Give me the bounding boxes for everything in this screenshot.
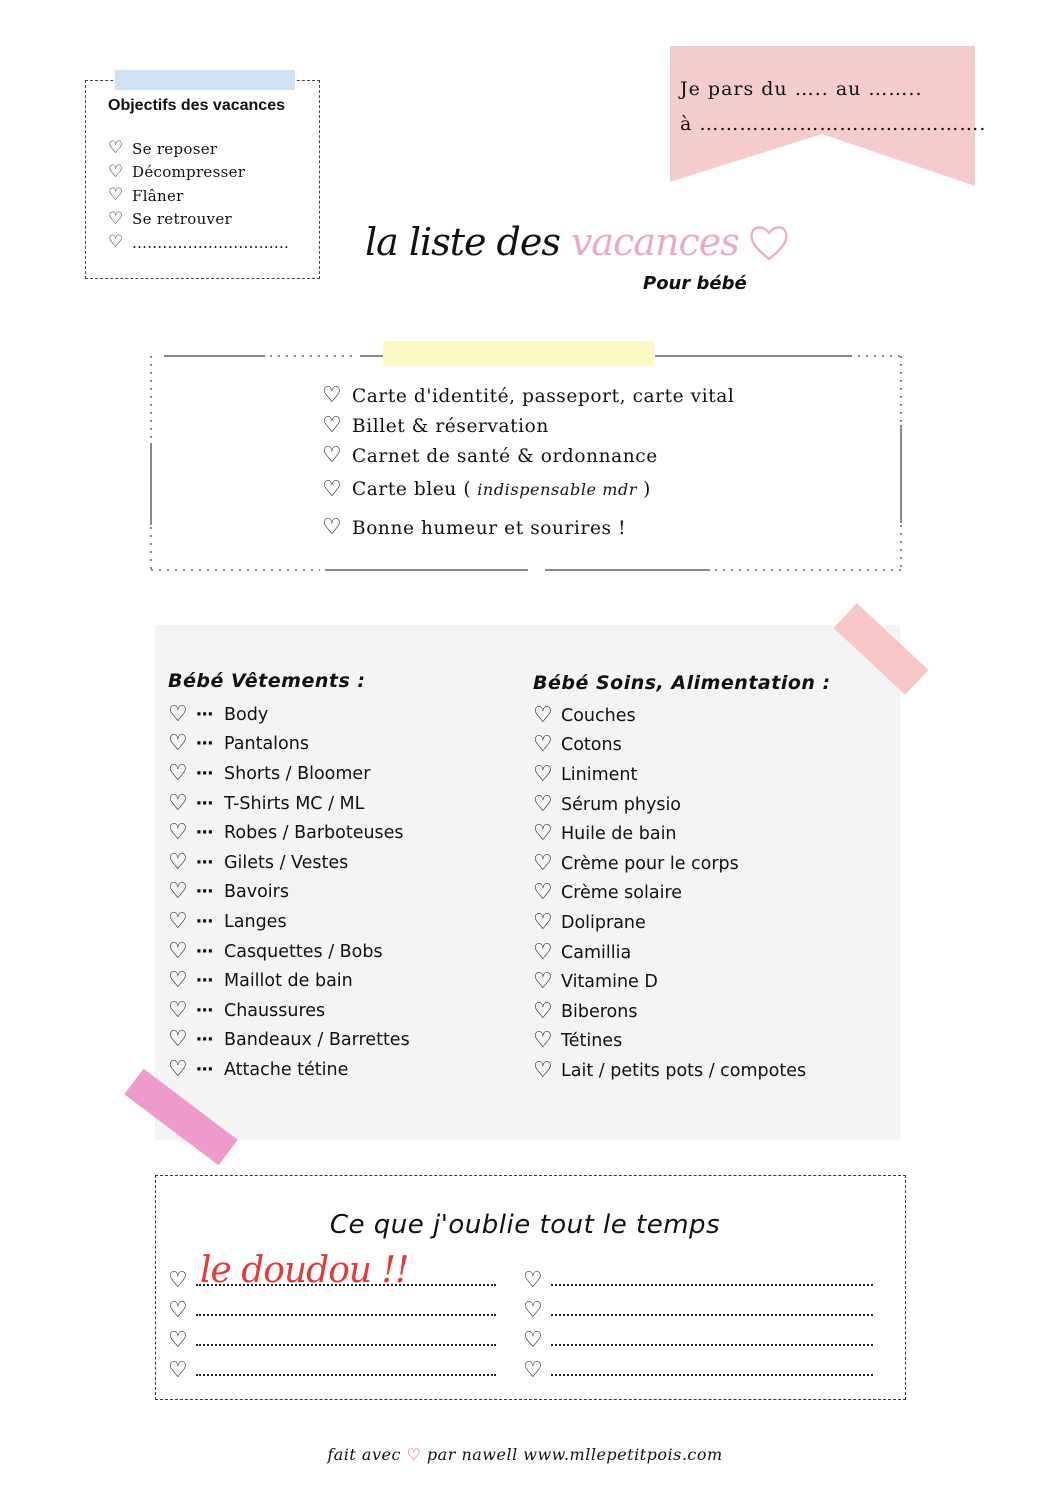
- care-list: [533, 701, 806, 1086]
- heart-icon: ♡: [523, 1358, 543, 1383]
- heart-icon: ♡: [406, 1445, 422, 1464]
- heart-icon: ♡: [168, 1027, 188, 1053]
- heart-icon: ♡: [533, 939, 553, 965]
- list-item: ♡ Carnet de santé & ordonnance: [322, 443, 658, 468]
- blank-line: [168, 1292, 496, 1322]
- ellipsis-icon: ⋯: [196, 1030, 214, 1051]
- care-heading: Bébé Soins, Alimentation :: [533, 672, 831, 694]
- heart-icon: ♡: [533, 998, 553, 1024]
- forgotten-items-right: [523, 1262, 873, 1382]
- heart-icon: ♡: [533, 909, 553, 935]
- list-item: ♡ Huile de bain: [533, 821, 677, 847]
- list-item: ♡ Crème solaire: [533, 880, 683, 906]
- heart-icon: ♡: [108, 208, 124, 229]
- list-item: ♡ Sérum physio: [533, 791, 682, 817]
- heart-icon: ♡: [523, 1328, 543, 1353]
- handwritten-entry: le doudou !!: [200, 1250, 409, 1291]
- heart-icon: ♡: [168, 1358, 188, 1383]
- list-item: ♡ Camillia: [533, 939, 632, 965]
- trip-dates: Je pars du ….. au ……..: [680, 78, 923, 100]
- ellipsis-icon: ⋯: [196, 823, 214, 844]
- heart-icon: ♡: [533, 761, 553, 787]
- objectives-list: [108, 137, 289, 255]
- list-item: ♡ ⋯ T-Shirts MC / ML: [168, 790, 365, 816]
- heart-icon: ♡: [108, 185, 124, 206]
- ellipsis-icon: ⋯: [196, 1059, 214, 1080]
- list-item: ♡ ⋯ Robes / Barboteuses: [168, 820, 404, 846]
- list-item: ♡ Couches: [533, 702, 636, 728]
- list-item: ♡ Bonne humeur et sourires !: [322, 515, 627, 540]
- heart-icon: ♡: [533, 732, 553, 758]
- heart-icon: ♡: [168, 879, 188, 905]
- list-item: ♡ ⋯ Pantalons: [168, 731, 309, 757]
- list-item: ♡ Crème pour le corps: [533, 850, 739, 876]
- ellipsis-icon: ⋯: [196, 734, 214, 755]
- list-item: ♡ ⋯ Shorts / Bloomer: [168, 760, 371, 786]
- heart-icon: ♡: [533, 1028, 553, 1054]
- blue-washi-tape: [115, 70, 295, 90]
- heart-icon: ♡: [322, 476, 343, 502]
- page-title: la liste des vacances: [365, 220, 739, 264]
- ellipsis-icon: ⋯: [196, 1000, 214, 1021]
- list-item: ♡ ⋯ Langes: [168, 908, 287, 934]
- heart-icon: ♡: [168, 760, 188, 786]
- ellipsis-icon: ⋯: [196, 911, 214, 932]
- blank-line: [523, 1262, 873, 1292]
- list-item: ♡ Carte bleu ( indispensable mdr ): [322, 476, 651, 502]
- documents-list: [322, 381, 734, 548]
- ellipsis-icon: ⋯: [196, 793, 214, 814]
- ellipsis-icon: ⋯: [196, 704, 214, 725]
- yellow-washi-tape: [383, 341, 654, 366]
- blank-line: [168, 1322, 496, 1352]
- heart-icon: ♡: [533, 1057, 553, 1083]
- heart-icon: ♡: [322, 515, 343, 540]
- blank-line: [523, 1322, 873, 1352]
- ellipsis-icon: ⋯: [196, 971, 214, 992]
- list-item: ♡ Décompresser: [108, 161, 246, 182]
- heart-icon: ♡: [322, 443, 343, 468]
- heart-icon: ♡: [533, 791, 553, 817]
- heart-icon: ♡: [523, 1268, 543, 1293]
- heart-icon: ♡: [533, 969, 553, 995]
- list-item: ♡ Doliprane: [533, 909, 646, 935]
- handwritten-note: indispensable mdr: [477, 480, 638, 499]
- heart-icon: ♡: [168, 731, 188, 757]
- heart-icon: ♡: [533, 821, 553, 847]
- list-item: ♡ Cotons: [533, 732, 622, 758]
- list-item: ♡ ⋯ Maillot de bain: [168, 968, 353, 994]
- heart-icon: ♡: [322, 413, 343, 438]
- heart-icon: [748, 222, 790, 264]
- trip-destination: à …………………………………….: [680, 113, 987, 135]
- heart-icon: ♡: [523, 1298, 543, 1323]
- heart-icon: ♡: [108, 161, 124, 182]
- heart-icon: ♡: [322, 383, 343, 408]
- list-item: ♡ Billet & réservation: [322, 413, 549, 438]
- heart-icon: ♡: [533, 850, 553, 876]
- forgotten-items-title: Ce que j'oublie tout le temps: [329, 1210, 721, 1240]
- list-item: ♡ ⋯ Gilets / Vestes: [168, 849, 349, 875]
- ellipsis-icon: ⋯: [196, 941, 214, 962]
- heart-icon: ♡: [533, 880, 553, 906]
- heart-icon: ♡: [168, 820, 188, 846]
- heart-icon: ♡: [168, 997, 188, 1023]
- list-item: ♡ Flâner: [108, 185, 184, 206]
- list-item: ♡ Lait / petits pots / compotes: [533, 1057, 807, 1083]
- heart-icon: ♡: [168, 1268, 188, 1293]
- list-item: ♡ Se retrouver: [108, 208, 232, 229]
- objectives-title: Objectifs des vacances: [108, 97, 285, 114]
- blank-line: [523, 1292, 873, 1322]
- ellipsis-icon: ⋯: [196, 882, 214, 903]
- ellipsis-icon: ⋯: [196, 763, 214, 784]
- list-item: ♡ ⋯ Body: [168, 701, 269, 727]
- clothes-heading: Bébé Vêtements :: [168, 670, 366, 692]
- list-item: ♡ ⋯ Bavoirs: [168, 879, 289, 905]
- page-subtitle: Pour bébé: [643, 273, 747, 294]
- heart-icon: ♡: [168, 908, 188, 934]
- heart-icon: ♡: [168, 849, 188, 875]
- list-item: ♡ ⋯ Attache tétine: [168, 1056, 349, 1082]
- heart-icon: ♡: [168, 1298, 188, 1323]
- blank-line: [168, 1352, 496, 1382]
- list-item: ♡ ⋯ Chaussures: [168, 997, 326, 1023]
- list-item: ♡ Carte d'identité, passeport, carte vital: [322, 383, 735, 408]
- list-item: ♡ Tétines: [533, 1028, 623, 1054]
- heart-icon: ♡: [533, 702, 553, 728]
- blank-line: [523, 1352, 873, 1382]
- heart-icon: ♡: [168, 938, 188, 964]
- heart-icon: ♡: [168, 968, 188, 994]
- heart-icon: ♡: [108, 138, 124, 159]
- list-item: ♡ ⋯ Bandeaux / Barrettes: [168, 1027, 410, 1053]
- ellipsis-icon: ⋯: [196, 852, 214, 873]
- list-item: ♡ Biberons: [533, 998, 638, 1024]
- heart-icon: ♡: [108, 232, 124, 253]
- heart-icon: ♡: [168, 1056, 188, 1082]
- heart-icon: ♡: [168, 1328, 188, 1353]
- footer-credit: fait avec ♡ par nawell www.mllepetitpois.com: [327, 1445, 723, 1464]
- list-item: ♡ ⋯ Casquettes / Bobs: [168, 938, 383, 964]
- clothes-list: [168, 700, 410, 1085]
- list-item: ♡ Se reposer: [108, 138, 218, 159]
- list-item: ♡ Liniment: [533, 761, 638, 787]
- heart-icon: ♡: [168, 790, 188, 816]
- list-item: ♡ ...............................: [108, 232, 290, 253]
- heart-icon: ♡: [168, 701, 188, 727]
- list-item: ♡ Vitamine D: [533, 969, 658, 995]
